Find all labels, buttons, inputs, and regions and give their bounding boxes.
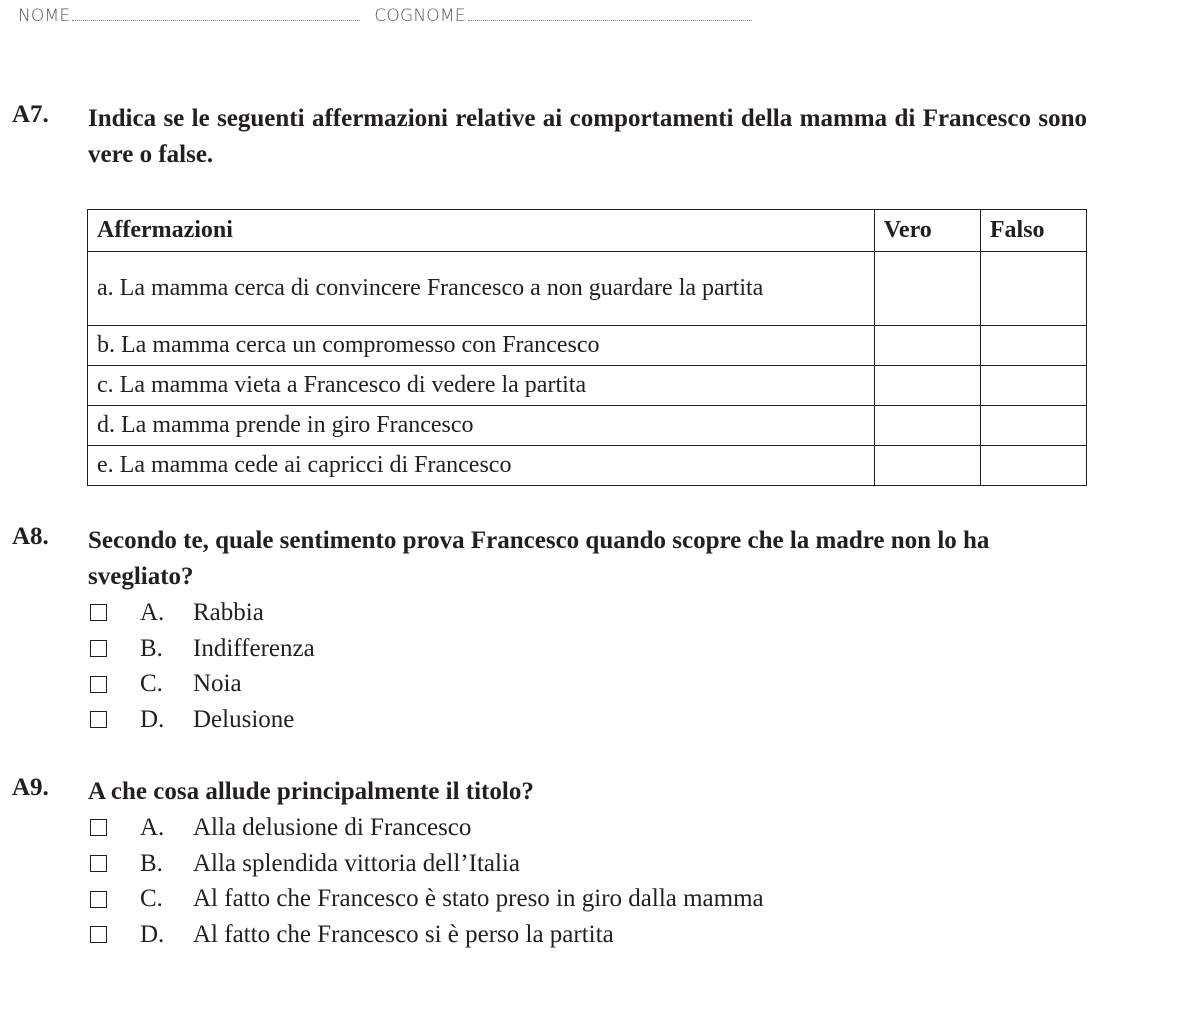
question-text: A che cosa allude principalmente il titolo?	[88, 778, 534, 805]
checkbox[interactable]	[90, 855, 107, 872]
option-b[interactable]	[90, 631, 315, 667]
checkbox[interactable]	[90, 926, 107, 943]
option-letter: A.	[140, 598, 165, 626]
question-a8	[12, 523, 1087, 595]
table-row	[88, 446, 1087, 486]
option-c[interactable]	[90, 666, 315, 702]
table-row	[88, 406, 1087, 446]
option-c[interactable]	[90, 881, 764, 917]
affermazioni-table	[87, 209, 1087, 486]
option-letter: A.	[140, 813, 165, 841]
option-label: Alla delusione di Francesco	[193, 813, 472, 841]
table-header-row	[88, 210, 1087, 252]
option-letter: C.	[140, 885, 163, 913]
question-number: A8.	[12, 523, 49, 550]
a8-options	[90, 595, 315, 738]
checkbox[interactable]	[90, 604, 107, 621]
option-label: Al fatto che Francesco si è perso la partita	[193, 920, 614, 948]
option-letter: B.	[140, 849, 163, 877]
nome-field[interactable]	[18, 6, 360, 26]
statement-cell: d. La mamma prende in giro Francesco	[88, 406, 875, 446]
question-a9	[12, 774, 1087, 810]
table-row	[88, 326, 1087, 366]
vero-cell[interactable]	[874, 446, 980, 486]
student-info-header	[18, 6, 752, 26]
checkbox[interactable]	[90, 676, 107, 693]
header-vero: Vero	[874, 210, 980, 252]
falso-cell[interactable]	[980, 326, 1086, 366]
option-label: Delusione	[193, 705, 295, 733]
option-d[interactable]	[90, 917, 764, 953]
cognome-field[interactable]	[374, 6, 751, 26]
checkbox[interactable]	[90, 819, 107, 836]
header-affermazioni: Affermazioni	[88, 210, 875, 252]
statement-cell: a. La mamma cerca di convincere Francesco a non guardare la partita	[88, 252, 875, 326]
option-a[interactable]	[90, 595, 315, 631]
table-row	[88, 366, 1087, 406]
question-number: A9.	[12, 774, 49, 801]
falso-cell[interactable]	[980, 252, 1086, 326]
checkbox[interactable]	[90, 891, 107, 908]
falso-cell[interactable]	[980, 446, 1086, 486]
option-letter: C.	[140, 670, 163, 698]
cognome-line[interactable]	[468, 19, 752, 21]
vero-cell[interactable]	[874, 366, 980, 406]
statement-cell: c. La mamma vieta a Francesco di vedere la partita	[88, 366, 875, 406]
header-falso: Falso	[980, 210, 1086, 252]
question-number: A7.	[12, 101, 49, 128]
option-letter: B.	[140, 634, 163, 662]
option-d[interactable]	[90, 702, 315, 738]
table-row	[88, 252, 1087, 326]
vero-cell[interactable]	[874, 326, 980, 366]
statement-cell: e. La mamma cede ai capricci di Francesco	[88, 446, 875, 486]
option-b[interactable]	[90, 846, 764, 882]
option-label: Al fatto che Francesco è stato preso in giro dalla mamma	[193, 885, 764, 913]
question-text: Indica se le seguenti affermazioni relative ai comportamenti della mamma di Francesco sono vere o false.	[88, 105, 1087, 168]
vero-cell[interactable]	[874, 406, 980, 446]
option-letter: D.	[140, 920, 165, 948]
nome-label: NOME	[18, 6, 71, 26]
option-letter: D.	[140, 705, 165, 733]
cognome-label: COGNOME	[374, 6, 466, 26]
option-a[interactable]	[90, 810, 764, 846]
question-a7	[12, 101, 1087, 173]
checkbox[interactable]	[90, 640, 107, 657]
option-label: Rabbia	[193, 598, 264, 626]
falso-cell[interactable]	[980, 366, 1086, 406]
option-label: Indifferenza	[193, 634, 315, 662]
option-label: Noia	[193, 670, 242, 698]
statement-cell: b. La mamma cerca un compromesso con Francesco	[88, 326, 875, 366]
nome-line[interactable]	[72, 19, 360, 21]
falso-cell[interactable]	[980, 406, 1086, 446]
vero-cell[interactable]	[874, 252, 980, 326]
checkbox[interactable]	[90, 711, 107, 728]
question-text: Secondo te, quale sentimento prova Francesco quando scopre che la madre non lo ha svegliato?	[88, 527, 990, 590]
a9-options	[90, 810, 764, 953]
option-label: Alla splendida vittoria dell’Italia	[193, 849, 520, 877]
